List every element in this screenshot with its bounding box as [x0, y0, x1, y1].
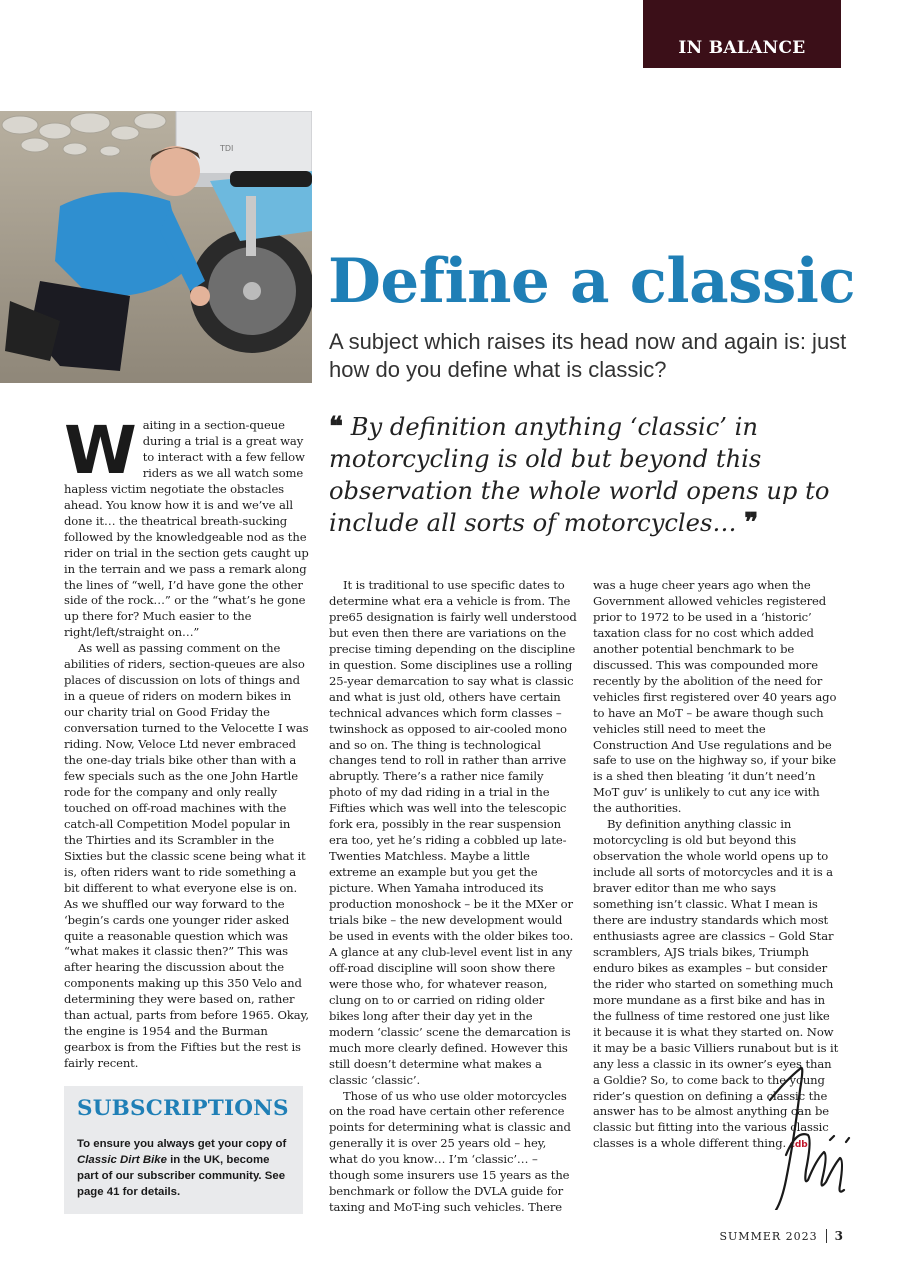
- issue-label: SUMMER 2023: [719, 1229, 818, 1243]
- headline: Define a classic: [328, 246, 856, 317]
- article-paragraph: [64, 412, 311, 641]
- footer-divider: [826, 1229, 827, 1243]
- drop-cap: W: [64, 412, 137, 489]
- subscriptions-text: in the UK, become part of our subscriber community. See page 41 for details.: [77, 1154, 286, 1198]
- paragraph-text: aiting in a section-queue during a trial is a great way to interact with a few fellow riders as we all watch some hapless victim negotiate the obstacles ahead. You know how it is and we’ve all done it… the theatrical breath-sucking followed by the knowledgeable nod as the rider on trial in the section gets caught up in the terrain and we pass a remark along the lines of “well, I’d have gone the other side of the rock…” or the “what’s he gone up there for? Much easier to the right/left/straight on…”: [64, 418, 309, 640]
- svg-text:TDI: TDI: [220, 144, 234, 153]
- page-number: 3: [834, 1229, 843, 1243]
- paragraph-text: By definition anything classic in motorcycling is old but beyond this observation the whole world opens up to include all sorts of motorcycles and it is a braver editor than me who says something isn’t classic. What I mean is there are industry standards which most enthusiasts agree are classics – Gold Star scramblers, AJS trials bikes, Triumph enduro bikes as examples – but consider the rider who started on something much more mundane as a first bike and has in the fullness of time restored one just like it because it is what they started on. Now it may be a basic Villiers runabout but is it any less a classic in its owner’s eyes than a Goldie? So, to come back to the young rider’s question on defining a classic the answer has to be almost anything can be classic but fitting into the various classic classes is a whole different thing.: [593, 817, 839, 1151]
- pull-quote-text: By definition anything ‘classic’ in motorcycling is old but beyond this observation the whole world opens up to include all sorts of motorcycles…: [329, 413, 830, 537]
- signature-image: [756, 1060, 856, 1210]
- end-mark: cdb: [789, 1140, 808, 1151]
- article-column-1: [64, 412, 311, 1072]
- subscriptions-text: To ensure you always get your copy of: [77, 1138, 287, 1150]
- close-quote-icon: ❞: [744, 508, 759, 538]
- article-photo: [0, 111, 312, 383]
- article-paragraph: As well as passing comment on the abilities of riders, section-queues are also places of discussion on lots of things and in a queue of riders on modern bikes in our charity trial on Good Friday the conversation turned to the Velocette I was riding. Now, Veloce Ltd never embraced the one-day trials bike other than with a few specials such as the one John Hartle rode for the company and only really touched on off-road machines with the catch-all Competition Model popular in the Thirties and its Scrambler in the Sixties but the classic scene being what it is, often riders want to ride something a bit different to what everyone else is on. As we shuffled our way forward to the ‘begin’s cards one younger rider asked quite a reasonable question which was “what makes it classic then?” This was after hearing the discussion about the components making up this 350 Velo and determining they were based on, rather than actual, parts from before 1965. Okay, the engine is 1954 and the Burman gearbox is from the Fifties but the rest is fairly recent.: [64, 641, 309, 1071]
- article-paragraph: Those of us who use older motorcycles on the road have certain other reference points for determining what is classic and generally it is over 25 years old – hey, what do you know… I’m ‘classic’… – though some insurers use 15 years as the benchmark or follow the DVLA guide for taxing and MoT-ing such vehicles. There: [329, 1088, 571, 1215]
- open-quote-icon: ❝: [329, 412, 343, 442]
- standfirst: A subject which raises its head now and again is: just how do you define what is classic?: [329, 329, 847, 382]
- subscriptions-body: [77, 1136, 291, 1200]
- subscriptions-title: SUBSCRIPTIONS: [77, 1096, 289, 1121]
- article-column-2: [329, 578, 578, 1216]
- article-paragraph: It is traditional to use specific dates to determine what era a vehicle is from. The pre65 designation is fairly well understood but even then there are variations on the precise timing depending on the discipline in question. Some disciplines use a rolling 25-year demarcation to say what is classic and what is just old, others have certain technical advances which form classes – twinshock as opposed to air-cooled mono and so on. The thing is technological changes tend to roll in rather than arrive abruptly. There’s a rather nice family photo of my dad riding in a trial in the Fifties which was well into the telescopic fork era, possibly in the rear suspension era too, yet he’s riding a cobbled up late-Twenties Matchless. Maybe a little extreme an example but you get the picture. When Yamaha introduced its production monoshock – be it the MXer or trials bike – the new development would be used in events with the older bikes too. A glance at any club-level event list in any off-road discipline will soon show there were those who, for whatever reason, clung on to or carried on riding older bikes long after their day yet in the modern ‘classic’ scene the demarcation is much more clearly defined. However this still doesn’t determine what makes a classic ‘classic’.: [329, 578, 577, 1087]
- article-paragraph: was a huge cheer years ago when the Government allowed vehicles registered prior to 1972 to be used in a ‘historic’ taxation class for no cost which added another potential benchmark to be discussed. This was compounded more recently by the abolition of the need for vehicles first registered over 40 years ago to have an MoT – be aware though such vehicles still need to meet the Construction And Use regulations and be safe to use on the highway so, if your bike is a shed then bleating ‘it dun’t need’n MoT guv’ is unlikely to cut any ice with the authorities.: [593, 578, 837, 816]
- subscriptions-box: [64, 1086, 303, 1214]
- section-tag: [643, 0, 841, 68]
- pull-quote: [329, 411, 889, 539]
- magazine-name: Classic Dirt Bike: [77, 1154, 167, 1166]
- page-footer: [720, 1229, 844, 1243]
- section-label: IN BALANCE: [678, 38, 806, 58]
- rider-with-motorcycle-image: [0, 111, 312, 383]
